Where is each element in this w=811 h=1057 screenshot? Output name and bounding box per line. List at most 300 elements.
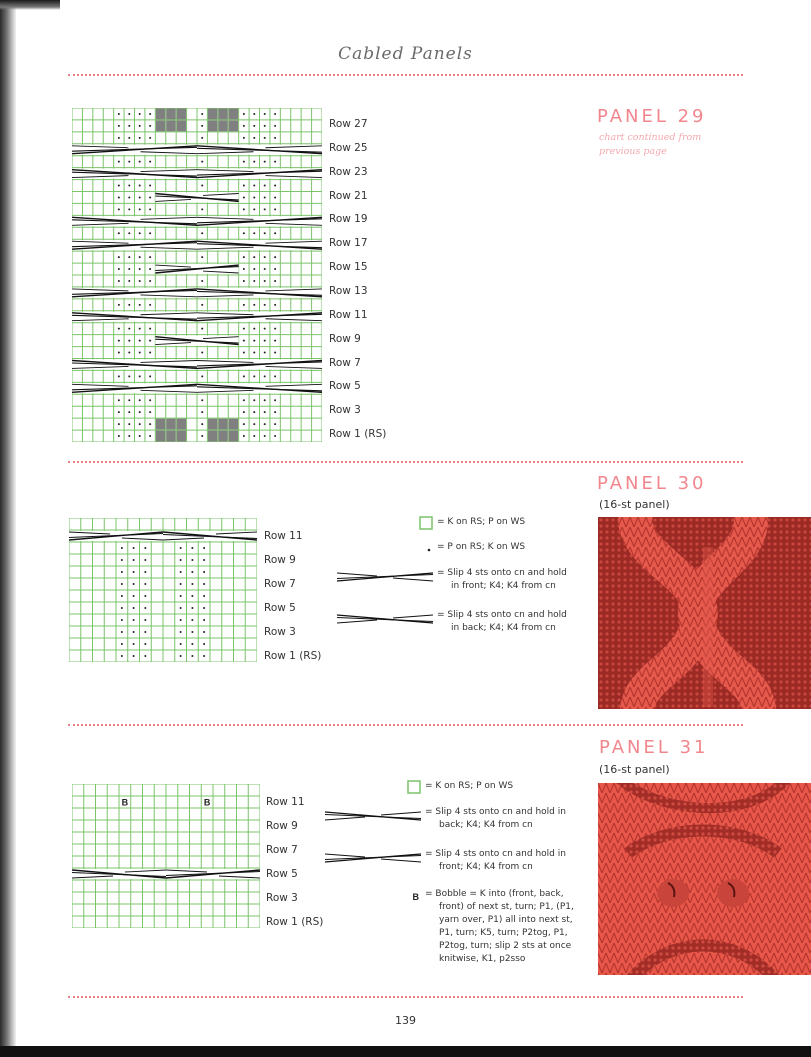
chart-grid-lines bbox=[72, 784, 260, 928]
purl-dot bbox=[180, 655, 182, 657]
legend-line: front; K4; K4 from cn bbox=[439, 862, 533, 872]
legend-line: = Slip 4 sts onto cn and hold bbox=[437, 568, 567, 578]
purl-dot bbox=[133, 631, 135, 633]
purl-dot bbox=[253, 352, 255, 354]
purl-dot bbox=[201, 137, 203, 139]
purl-dot bbox=[139, 137, 141, 139]
purl-dot bbox=[118, 340, 120, 342]
purl-dot bbox=[139, 208, 141, 210]
purl-dot bbox=[149, 423, 151, 425]
purl-dot bbox=[180, 631, 182, 633]
purl-dot bbox=[133, 571, 135, 573]
row-label: Row 3 bbox=[329, 404, 361, 417]
purl-dot bbox=[118, 280, 120, 282]
panel30-chart bbox=[69, 518, 257, 662]
legend-text bbox=[425, 848, 566, 874]
purl-dot bbox=[274, 268, 276, 270]
shaded-cell bbox=[229, 120, 238, 131]
shaded-cell bbox=[177, 431, 186, 442]
row-label: Row 25 bbox=[329, 141, 368, 154]
page-header: Cabled Panels bbox=[338, 44, 473, 64]
purl-dot bbox=[201, 161, 203, 163]
purl-dot bbox=[191, 643, 193, 645]
purl-dot bbox=[139, 280, 141, 282]
purl-dot bbox=[118, 268, 120, 270]
dot-icon bbox=[419, 541, 433, 555]
purl-dot bbox=[253, 137, 255, 139]
purl-dot bbox=[264, 411, 266, 413]
purl-dot bbox=[128, 113, 130, 115]
purl-dot bbox=[253, 256, 255, 258]
legend-symbol bbox=[325, 849, 421, 868]
purl-dot bbox=[253, 411, 255, 413]
purl-dot bbox=[139, 113, 141, 115]
purl-dot bbox=[139, 125, 141, 127]
svg-text:B: B bbox=[412, 892, 419, 902]
cable-front-icon bbox=[337, 571, 433, 583]
divider-mid1 bbox=[68, 461, 743, 463]
purl-dot bbox=[121, 547, 123, 549]
purl-dot bbox=[201, 113, 203, 115]
purl-dot bbox=[149, 304, 151, 306]
purl-dot bbox=[264, 125, 266, 127]
purl-dot bbox=[133, 655, 135, 657]
purl-dot bbox=[201, 304, 203, 306]
purl-dot bbox=[201, 328, 203, 330]
knit-cable-photo bbox=[598, 517, 811, 709]
purl-dot bbox=[274, 280, 276, 282]
shaded-cell bbox=[218, 120, 227, 131]
legend-symbol bbox=[407, 779, 421, 798]
purl-dot bbox=[274, 411, 276, 413]
row-label: Row 1 (RS) bbox=[266, 916, 324, 928]
purl-dot bbox=[253, 328, 255, 330]
purl-dot bbox=[274, 304, 276, 306]
purl-dot bbox=[118, 352, 120, 354]
purl-dot bbox=[144, 643, 146, 645]
purl-dot bbox=[118, 196, 120, 198]
legend-line: in front; K4; K4 from cn bbox=[451, 581, 556, 591]
purl-dot bbox=[203, 559, 205, 561]
purl-dot bbox=[243, 232, 245, 234]
purl-dot bbox=[243, 137, 245, 139]
purl-dot bbox=[191, 595, 193, 597]
purl-dot bbox=[139, 423, 141, 425]
purl-dot bbox=[201, 423, 203, 425]
legend-text bbox=[425, 806, 566, 832]
purl-dot bbox=[133, 595, 135, 597]
purl-dot bbox=[203, 619, 205, 621]
shaded-cell bbox=[177, 419, 186, 430]
purl-dot bbox=[253, 435, 255, 437]
row-label: Row 7 bbox=[264, 578, 296, 590]
shaded-cell bbox=[208, 120, 217, 131]
row-label: Row 11 bbox=[266, 796, 305, 808]
row-label: Row 27 bbox=[329, 118, 368, 130]
shaded-cell bbox=[208, 109, 217, 120]
purl-dot bbox=[128, 161, 130, 163]
purl-dot bbox=[201, 185, 203, 187]
purl-dot bbox=[128, 185, 130, 187]
purl-dot bbox=[149, 340, 151, 342]
purl-dot bbox=[203, 631, 205, 633]
purl-dot bbox=[201, 352, 203, 354]
purl-dot bbox=[128, 340, 130, 342]
purl-dot bbox=[243, 352, 245, 354]
divider-mid2 bbox=[68, 724, 743, 726]
purl-dot bbox=[253, 375, 255, 377]
legend-text bbox=[437, 541, 525, 554]
purl-dot bbox=[180, 547, 182, 549]
legend-symbol bbox=[419, 540, 433, 559]
purl-dot bbox=[139, 352, 141, 354]
purl-dot bbox=[128, 256, 130, 258]
row-label: Row 17 bbox=[329, 237, 368, 250]
purl-dot bbox=[144, 583, 146, 585]
purl-dot bbox=[264, 256, 266, 258]
purl-dot bbox=[243, 328, 245, 330]
legend-line: = K on RS; P on WS bbox=[437, 517, 526, 527]
panel30-swatch-photo bbox=[598, 517, 811, 709]
purl-dot bbox=[264, 196, 266, 198]
purl-dot bbox=[243, 423, 245, 425]
purl-dot bbox=[121, 607, 123, 609]
purl-dot bbox=[253, 423, 255, 425]
cable-back-icon bbox=[337, 613, 433, 625]
purl-dot bbox=[149, 375, 151, 377]
purl-dot bbox=[264, 137, 266, 139]
purl-dot bbox=[128, 280, 130, 282]
purl-dot bbox=[243, 196, 245, 198]
purl-dot bbox=[133, 559, 135, 561]
purl-dot bbox=[118, 125, 120, 127]
purl-dot bbox=[264, 161, 266, 163]
purl-dot bbox=[264, 352, 266, 354]
legend-line: back; K4; K4 from cn bbox=[439, 820, 533, 830]
purl-dot bbox=[121, 595, 123, 597]
purl-dot bbox=[243, 256, 245, 258]
purl-dot bbox=[128, 375, 130, 377]
purl-dot bbox=[203, 655, 205, 657]
purl-dot bbox=[274, 435, 276, 437]
purl-dot bbox=[264, 113, 266, 115]
legend-text bbox=[437, 609, 567, 635]
purl-dot bbox=[139, 304, 141, 306]
green-box-icon bbox=[419, 516, 433, 530]
purl-dot bbox=[264, 340, 266, 342]
row-label: Row 9 bbox=[266, 820, 298, 832]
row-label: Row 5 bbox=[266, 868, 298, 880]
legend-line: yarn over, P1) all into next st, bbox=[439, 915, 573, 925]
purl-dot bbox=[201, 399, 203, 401]
legend-line: P1, turn; K5, turn; P2tog, P1, bbox=[439, 928, 568, 938]
purl-dot bbox=[149, 435, 151, 437]
purl-dot bbox=[264, 399, 266, 401]
purl-dot bbox=[180, 619, 182, 621]
row-label: Row 11 bbox=[329, 308, 368, 321]
purl-dot bbox=[149, 196, 151, 198]
row-label: Row 13 bbox=[329, 285, 368, 297]
purl-dot bbox=[274, 125, 276, 127]
purl-dot bbox=[149, 208, 151, 210]
purl-dot bbox=[133, 583, 135, 585]
purl-dot bbox=[144, 607, 146, 609]
purl-dot bbox=[253, 125, 255, 127]
legend-line: = Slip 4 sts onto cn and hold in bbox=[425, 807, 566, 817]
purl-dot bbox=[264, 232, 266, 234]
purl-dot bbox=[253, 399, 255, 401]
shaded-cell bbox=[218, 109, 227, 120]
legend-line: = P on RS; K on WS bbox=[437, 542, 526, 552]
bobble-mark: B bbox=[203, 797, 211, 808]
legend-line: = K on RS; P on WS bbox=[425, 781, 514, 791]
panel30-title: PANEL 30 bbox=[597, 473, 707, 494]
purl-dot bbox=[118, 304, 120, 306]
purl-dot bbox=[203, 595, 205, 597]
purl-dot bbox=[128, 411, 130, 413]
panel29-chart bbox=[72, 108, 322, 442]
purl-dot bbox=[243, 399, 245, 401]
row-label: Row 1 (RS) bbox=[264, 650, 322, 662]
shaded-cell bbox=[229, 419, 238, 430]
purl-dot bbox=[203, 571, 205, 573]
purl-dot bbox=[128, 304, 130, 306]
purl-dot bbox=[149, 328, 151, 330]
purl-dot bbox=[118, 435, 120, 437]
purl-dot bbox=[121, 583, 123, 585]
legend-line: front) of next st, turn; P1, (P1, bbox=[439, 902, 574, 912]
row-label: Row 23 bbox=[329, 165, 368, 178]
purl-dot bbox=[139, 232, 141, 234]
panel30-subtitle: (16-st panel) bbox=[599, 498, 670, 511]
page-number: 139 bbox=[395, 1014, 416, 1027]
purl-dot bbox=[149, 352, 151, 354]
purl-dot bbox=[139, 161, 141, 163]
purl-dot bbox=[128, 125, 130, 127]
purl-dot bbox=[118, 423, 120, 425]
panel29-note-line2: previous page bbox=[599, 146, 667, 157]
row-label: Row 3 bbox=[266, 892, 298, 904]
purl-dot bbox=[201, 125, 203, 127]
purl-dot bbox=[274, 196, 276, 198]
purl-dot bbox=[274, 328, 276, 330]
row-label: Row 9 bbox=[264, 554, 296, 566]
purl-dot bbox=[243, 113, 245, 115]
legend-text bbox=[437, 567, 567, 593]
purl-dot bbox=[121, 571, 123, 573]
purl-dot bbox=[149, 268, 151, 270]
purl-dot bbox=[203, 547, 205, 549]
purl-dot bbox=[118, 328, 120, 330]
purl-dot bbox=[121, 619, 123, 621]
legend-symbol bbox=[325, 807, 421, 826]
purl-dot bbox=[118, 208, 120, 210]
purl-dot bbox=[128, 232, 130, 234]
purl-dot bbox=[128, 423, 130, 425]
panel30-grid bbox=[69, 518, 257, 662]
purl-dot bbox=[253, 340, 255, 342]
purl-dot bbox=[144, 619, 146, 621]
shaded-cell bbox=[166, 431, 175, 442]
shaded-cell bbox=[156, 431, 165, 442]
purl-dot bbox=[149, 137, 151, 139]
panel29-grid bbox=[72, 108, 322, 442]
purl-dot bbox=[133, 547, 135, 549]
purl-dot bbox=[201, 256, 203, 258]
purl-dot bbox=[274, 161, 276, 163]
legend-line: = Slip 4 sts onto cn and hold in bbox=[425, 849, 566, 859]
purl-dot bbox=[180, 643, 182, 645]
purl-dot bbox=[243, 304, 245, 306]
purl-dot bbox=[243, 161, 245, 163]
purl-dot bbox=[191, 607, 193, 609]
purl-dot bbox=[274, 399, 276, 401]
legend-text bbox=[425, 888, 574, 966]
cable-back-icon bbox=[325, 810, 421, 822]
purl-dot bbox=[144, 571, 146, 573]
purl-dot bbox=[191, 571, 193, 573]
purl-dot bbox=[180, 595, 182, 597]
purl-dot bbox=[274, 113, 276, 115]
cable-front-icon bbox=[325, 852, 421, 864]
purl-dot bbox=[128, 208, 130, 210]
purl-dot bbox=[274, 185, 276, 187]
purl-dot bbox=[149, 185, 151, 187]
purl-dot bbox=[191, 559, 193, 561]
purl-dot bbox=[121, 559, 123, 561]
purl-dot bbox=[274, 375, 276, 377]
purl-dot bbox=[139, 340, 141, 342]
green-box-icon bbox=[407, 780, 421, 794]
purl-dot bbox=[191, 631, 193, 633]
purl-dot bbox=[274, 340, 276, 342]
purl-dot bbox=[253, 196, 255, 198]
knit-bobble-photo bbox=[598, 783, 811, 975]
purl-dot bbox=[243, 208, 245, 210]
purl-dot bbox=[201, 232, 203, 234]
purl-dot bbox=[243, 125, 245, 127]
purl-dot bbox=[253, 113, 255, 115]
legend-text bbox=[437, 516, 525, 529]
purl-dot bbox=[201, 375, 203, 377]
purl-dot bbox=[149, 280, 151, 282]
purl-dot bbox=[274, 137, 276, 139]
purl-dot bbox=[180, 583, 182, 585]
purl-dot bbox=[149, 256, 151, 258]
purl-dot bbox=[128, 196, 130, 198]
purl-dot bbox=[180, 607, 182, 609]
purl-dot bbox=[180, 559, 182, 561]
purl-dot bbox=[264, 423, 266, 425]
panel29-title: PANEL 29 bbox=[597, 106, 707, 127]
purl-dot bbox=[139, 375, 141, 377]
purl-dot bbox=[203, 643, 205, 645]
purl-dot bbox=[144, 547, 146, 549]
purl-dot bbox=[118, 411, 120, 413]
purl-dot bbox=[149, 161, 151, 163]
panel31-grid bbox=[72, 784, 260, 928]
legend-symbol bbox=[407, 887, 421, 906]
purl-dot bbox=[139, 411, 141, 413]
purl-dot bbox=[274, 208, 276, 210]
purl-dot bbox=[118, 375, 120, 377]
shaded-cell bbox=[156, 109, 165, 120]
shaded-cell bbox=[166, 109, 175, 120]
purl-dot bbox=[264, 435, 266, 437]
purl-dot bbox=[201, 280, 203, 282]
purl-dot bbox=[253, 280, 255, 282]
purl-dot bbox=[203, 583, 205, 585]
purl-dot bbox=[203, 607, 205, 609]
purl-dot bbox=[243, 280, 245, 282]
purl-dot bbox=[139, 185, 141, 187]
legend-line: P2tog, turn; slip 2 sts at once bbox=[439, 941, 572, 951]
legend-text bbox=[425, 780, 513, 793]
book-binding-corner bbox=[0, 0, 60, 10]
legend-symbol bbox=[419, 515, 433, 534]
legend-symbol bbox=[337, 610, 433, 629]
purl-dot bbox=[253, 208, 255, 210]
shaded-cell bbox=[229, 431, 238, 442]
panel31-swatch-photo bbox=[598, 783, 811, 975]
purl-dot bbox=[128, 268, 130, 270]
purl-dot bbox=[274, 232, 276, 234]
purl-dot bbox=[139, 435, 141, 437]
purl-dot bbox=[118, 113, 120, 115]
purl-dot bbox=[139, 256, 141, 258]
divider-bottom bbox=[68, 996, 743, 998]
purl-dot bbox=[128, 435, 130, 437]
purl-dot bbox=[139, 328, 141, 330]
shaded-cell bbox=[156, 419, 165, 430]
panel29-note-line1: chart continued from bbox=[599, 132, 702, 143]
purl-dot bbox=[201, 435, 203, 437]
purl-dot bbox=[264, 280, 266, 282]
bobble-mark: B bbox=[121, 797, 129, 808]
purl-dot bbox=[274, 256, 276, 258]
purl-dot bbox=[264, 185, 266, 187]
purl-dot bbox=[253, 185, 255, 187]
purl-dot bbox=[139, 268, 141, 270]
shaded-cell bbox=[166, 419, 175, 430]
shaded-cell bbox=[208, 431, 217, 442]
shaded-cell bbox=[156, 120, 165, 131]
legend-symbol bbox=[337, 568, 433, 587]
purl-dot bbox=[274, 352, 276, 354]
purl-dot bbox=[144, 631, 146, 633]
row-label: Row 21 bbox=[329, 189, 368, 202]
purl-dot bbox=[243, 411, 245, 413]
purl-dot bbox=[149, 411, 151, 413]
purl-dot bbox=[191, 655, 193, 657]
purl-dot bbox=[243, 268, 245, 270]
purl-dot bbox=[144, 595, 146, 597]
purl-dot bbox=[191, 583, 193, 585]
purl-dot bbox=[118, 399, 120, 401]
row-label: Row 3 bbox=[264, 626, 296, 638]
purl-dot bbox=[121, 643, 123, 645]
purl-dot bbox=[149, 399, 151, 401]
purl-dot bbox=[118, 256, 120, 258]
purl-dot bbox=[139, 399, 141, 401]
purl-dot bbox=[191, 547, 193, 549]
legend-line: = Bobble = K into (front, back, bbox=[425, 889, 564, 899]
row-label: Row 7 bbox=[329, 356, 361, 369]
row-label: Row 15 bbox=[329, 261, 368, 274]
purl-dot bbox=[253, 304, 255, 306]
purl-dot bbox=[128, 328, 130, 330]
purl-dot bbox=[121, 655, 123, 657]
